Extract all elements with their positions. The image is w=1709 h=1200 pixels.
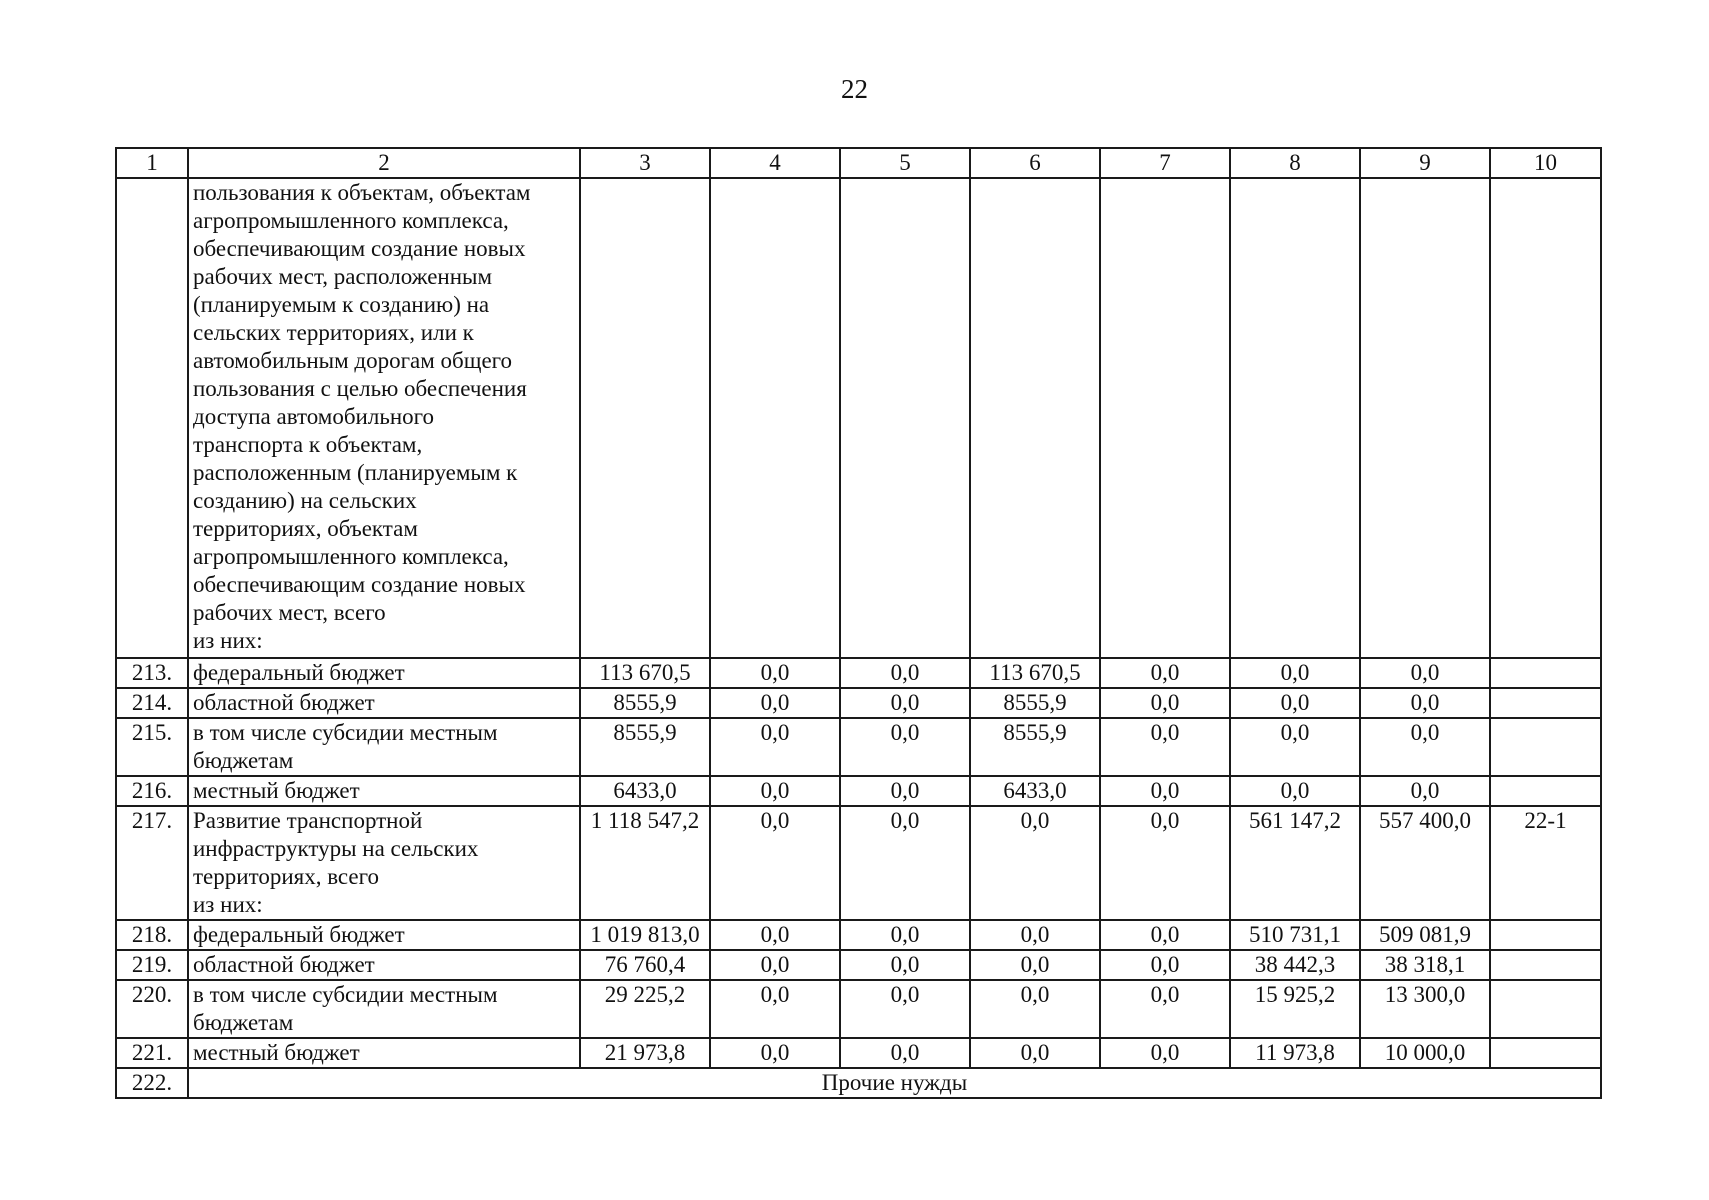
row-number: 220. (116, 980, 188, 1038)
row-number: 215. (116, 718, 188, 776)
cell-col-9: 557 400,0 (1360, 806, 1490, 920)
cell-col-3: 76 760,4 (580, 950, 710, 980)
cell-col-10 (1490, 920, 1601, 950)
cell-col-3: 29 225,2 (580, 980, 710, 1038)
cell-col-4: 0,0 (710, 688, 840, 718)
column-number-header-row (116, 148, 1601, 178)
cell-col-4: 0,0 (710, 806, 840, 920)
cell-col-9: 0,0 (1360, 776, 1490, 806)
cell-col-4: 0,0 (710, 980, 840, 1038)
row-description: федеральный бюджет (188, 920, 580, 950)
cell-col-4: 0,0 (710, 776, 840, 806)
column-header: 7 (1100, 148, 1230, 178)
column-header: 4 (710, 148, 840, 178)
cell-col-5: 0,0 (840, 950, 970, 980)
row-number: 221. (116, 1038, 188, 1068)
column-header: 10 (1490, 148, 1601, 178)
cell-col-8: 38 442,3 (1230, 950, 1360, 980)
cell-col-7: 0,0 (1100, 1038, 1230, 1068)
row-number: 217. (116, 806, 188, 920)
cell-col-4: 0,0 (710, 1038, 840, 1068)
empty-cell (1360, 178, 1490, 658)
cell-col-7: 0,0 (1100, 806, 1230, 920)
table-row (116, 950, 1601, 980)
empty-cell (840, 178, 970, 658)
cell-col-10 (1490, 688, 1601, 718)
empty-cell (970, 178, 1100, 658)
empty-cell (1100, 178, 1230, 658)
row-description: Развитие транспортной инфраструктуры на сельских территориях, всего из них: (188, 806, 580, 920)
table-row (116, 776, 1601, 806)
cell-col-5: 0,0 (840, 718, 970, 776)
cell-col-9: 509 081,9 (1360, 920, 1490, 950)
cell-col-6: 0,0 (970, 1038, 1100, 1068)
cell-col-5: 0,0 (840, 658, 970, 688)
cell-col-4: 0,0 (710, 950, 840, 980)
table-row (116, 1038, 1601, 1068)
cell-col-3: 6433,0 (580, 776, 710, 806)
cell-col-10 (1490, 1038, 1601, 1068)
cell-col-9: 0,0 (1360, 718, 1490, 776)
cell-col-6: 0,0 (970, 920, 1100, 950)
cell-col-3: 113 670,5 (580, 658, 710, 688)
table-row (116, 718, 1601, 776)
row-number: 218. (116, 920, 188, 950)
empty-cell (580, 178, 710, 658)
empty-cell (710, 178, 840, 658)
empty-cell (1230, 178, 1360, 658)
cell-col-9: 10 000,0 (1360, 1038, 1490, 1068)
cell-col-8: 15 925,2 (1230, 980, 1360, 1038)
column-header: 5 (840, 148, 970, 178)
cell-col-8: 11 973,8 (1230, 1038, 1360, 1068)
row-description: областной бюджет (188, 688, 580, 718)
cell-col-5: 0,0 (840, 980, 970, 1038)
cell-col-8: 0,0 (1230, 658, 1360, 688)
cell-col-9: 13 300,0 (1360, 980, 1490, 1038)
column-header: 8 (1230, 148, 1360, 178)
cell-col-4: 0,0 (710, 920, 840, 950)
table-row (116, 806, 1601, 920)
section-title: Прочие нужды (188, 1068, 1601, 1098)
cell-col-3: 8555,9 (580, 688, 710, 718)
cell-col-5: 0,0 (840, 1038, 970, 1068)
cell-col-10 (1490, 658, 1601, 688)
cell-col-3: 1 019 813,0 (580, 920, 710, 950)
cell-col-7: 0,0 (1100, 950, 1230, 980)
row-number: 214. (116, 688, 188, 718)
cell-col-10 (1490, 950, 1601, 980)
row-number: 216. (116, 776, 188, 806)
cell-col-10 (1490, 980, 1601, 1038)
column-header: 6 (970, 148, 1100, 178)
cell-col-4: 0,0 (710, 718, 840, 776)
table-row (116, 920, 1601, 950)
row-description: в том числе субсидии местным бюджетам (188, 980, 580, 1038)
cell-col-3: 8555,9 (580, 718, 710, 776)
cell-col-6: 0,0 (970, 950, 1100, 980)
row-description: федеральный бюджет (188, 658, 580, 688)
row-description: местный бюджет (188, 776, 580, 806)
cell-col-6: 6433,0 (970, 776, 1100, 806)
budget-table (115, 147, 1602, 1099)
cell-col-7: 0,0 (1100, 920, 1230, 950)
cell-col-9: 0,0 (1360, 658, 1490, 688)
continued-description: пользования к объектам, объектам агропромышленного комплекса, обеспечивающим создание новых рабочих мест, расположенным (планируемым к созданию) на сельских территориях, или к автомобильным дорогам общего пользования с целью обеспечения доступа автомобильного транспорта к объектам, расположенным (планируемым к созданию) на сельских территориях, объектам агропромышленного комплекса, обеспечивающим создание новых рабочих мест, всего из них: (188, 178, 580, 658)
cell-col-8: 0,0 (1230, 688, 1360, 718)
cell-col-8: 0,0 (1230, 776, 1360, 806)
cell-col-7: 0,0 (1100, 776, 1230, 806)
cell-col-9: 38 318,1 (1360, 950, 1490, 980)
cell-col-5: 0,0 (840, 806, 970, 920)
row-number: 213. (116, 658, 188, 688)
cell-col-10: 22-1 (1490, 806, 1601, 920)
cell-col-10 (1490, 776, 1601, 806)
empty-cell (1490, 178, 1601, 658)
cell-col-7: 0,0 (1100, 980, 1230, 1038)
cell-col-6: 0,0 (970, 806, 1100, 920)
cell-col-5: 0,0 (840, 688, 970, 718)
cell-col-3: 21 973,8 (580, 1038, 710, 1068)
cell-col-5: 0,0 (840, 920, 970, 950)
cell-col-3: 1 118 547,2 (580, 806, 710, 920)
row-description: в том числе субсидии местным бюджетам (188, 718, 580, 776)
row-description: местный бюджет (188, 1038, 580, 1068)
cell-col-7: 0,0 (1100, 688, 1230, 718)
row-number: 222. (116, 1068, 188, 1098)
section-header-row (116, 1068, 1601, 1098)
continued-description-row (116, 178, 1601, 658)
cell-col-6: 113 670,5 (970, 658, 1100, 688)
cell-col-8: 561 147,2 (1230, 806, 1360, 920)
row-number: 219. (116, 950, 188, 980)
cell-col-8: 510 731,1 (1230, 920, 1360, 950)
table-row (116, 688, 1601, 718)
cell-col-10 (1490, 718, 1601, 776)
table-row (116, 658, 1601, 688)
cell-col-7: 0,0 (1100, 718, 1230, 776)
cell-col-9: 0,0 (1360, 688, 1490, 718)
cell-col-5: 0,0 (840, 776, 970, 806)
cell-col-6: 8555,9 (970, 688, 1100, 718)
cell-col-7: 0,0 (1100, 658, 1230, 688)
row-description: областной бюджет (188, 950, 580, 980)
column-header: 2 (188, 148, 580, 178)
cell-col-8: 0,0 (1230, 718, 1360, 776)
cell-col-6: 8555,9 (970, 718, 1100, 776)
column-header: 9 (1360, 148, 1490, 178)
row-number-cell (116, 178, 188, 658)
column-header: 3 (580, 148, 710, 178)
cell-col-4: 0,0 (710, 658, 840, 688)
table-row (116, 980, 1601, 1038)
cell-col-6: 0,0 (970, 980, 1100, 1038)
column-header: 1 (116, 148, 188, 178)
page-number: 22 (841, 74, 868, 104)
